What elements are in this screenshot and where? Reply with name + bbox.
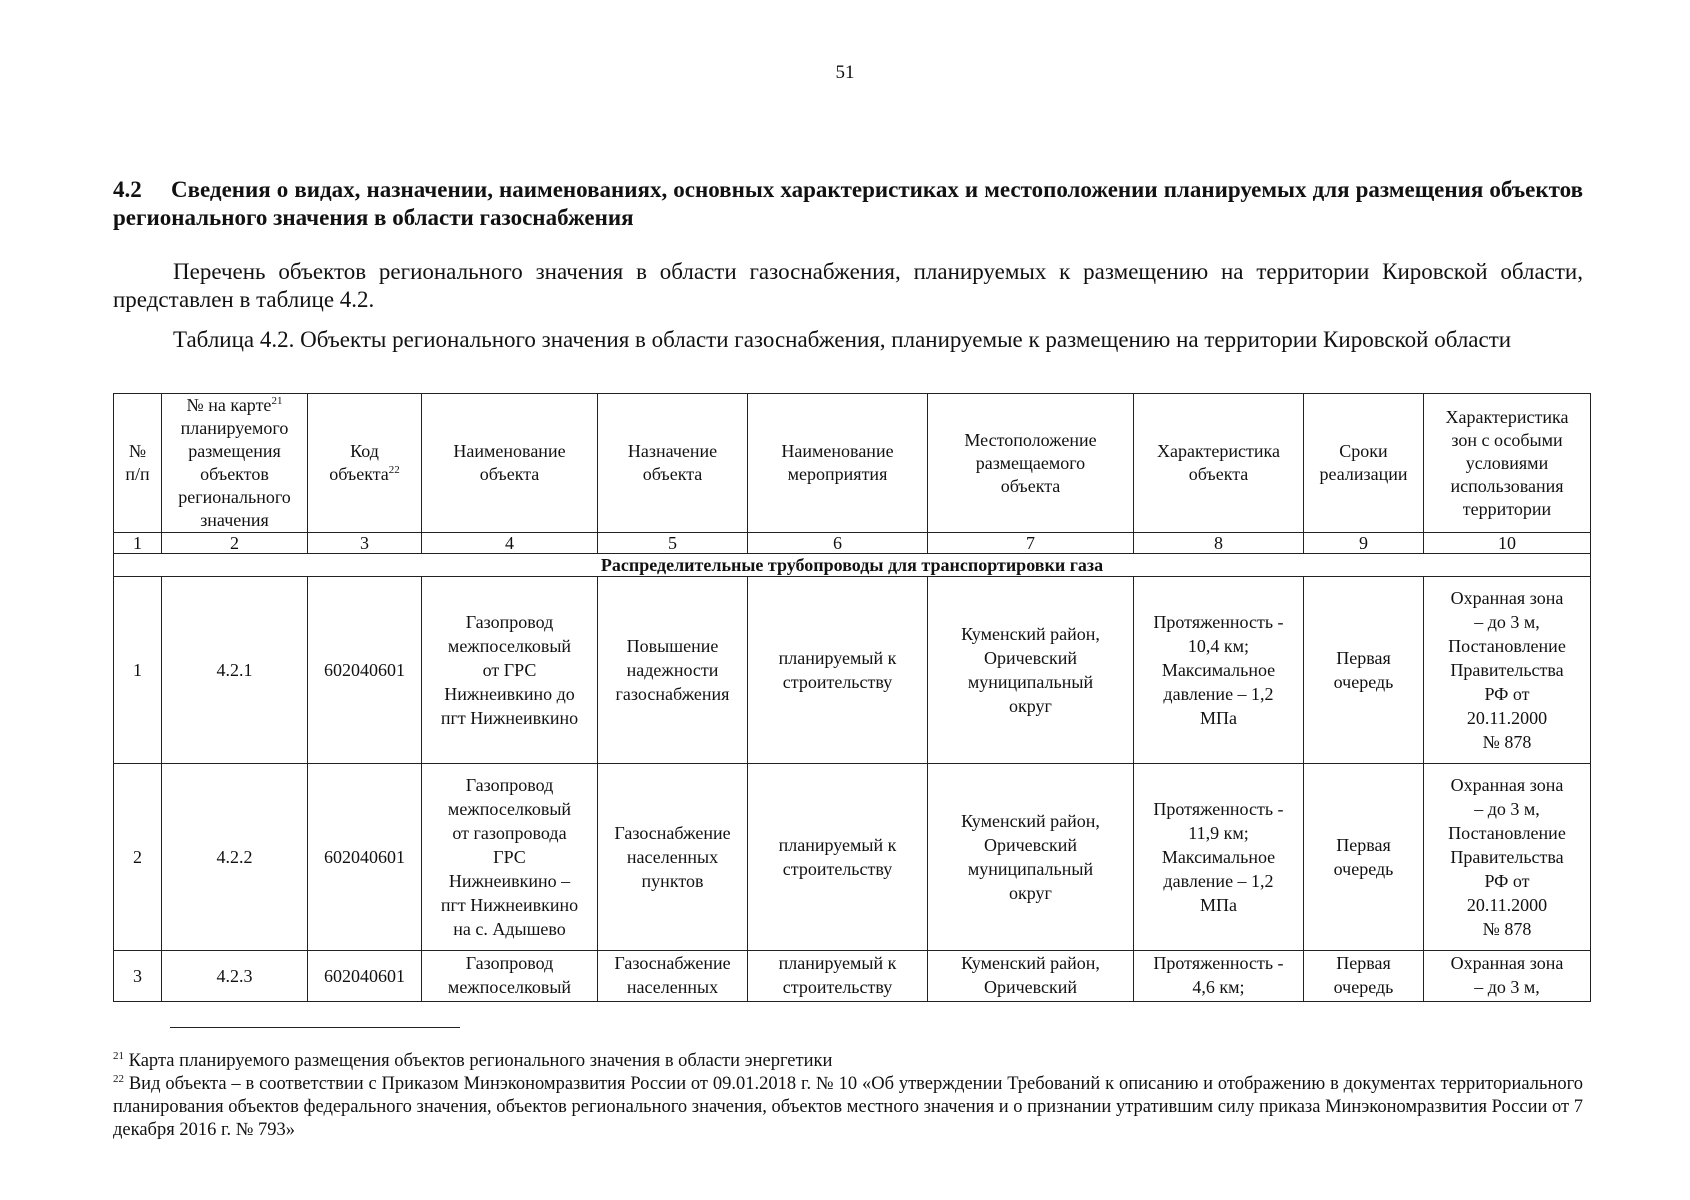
cell-measure-name: планируемый к строительству <box>748 764 928 951</box>
header-characteristic: Характеристика объекта <box>1134 394 1304 533</box>
cell-object-code: 602040601 <box>308 951 422 1002</box>
column-number: 9 <box>1304 533 1424 554</box>
cell-number: 3 <box>114 951 162 1002</box>
cell-zones: Охранная зона – до 3 м, Постановление Правительства РФ от 20.11.2000 № 878 <box>1424 577 1591 764</box>
column-number: 3 <box>308 533 422 554</box>
footnote <box>113 1050 1583 1073</box>
cell-object-code: 602040601 <box>308 764 422 951</box>
table-row <box>114 764 1591 951</box>
cell-measure-name: планируемый к строительству <box>748 951 928 1002</box>
group-title: Распределительные трубопроводы для транспортировки газа <box>114 554 1591 577</box>
footnotes <box>113 1050 1583 1142</box>
footnote-mark: 22 <box>113 1072 124 1085</box>
cell-map-number: 4.2.3 <box>162 951 308 1002</box>
cell-map-number: 4.2.1 <box>162 577 308 764</box>
cell-location: Куменский район, Оричевский муниципальный округ <box>928 577 1134 764</box>
cell-number: 2 <box>114 764 162 951</box>
cell-object-name: Газопровод межпоселковый от ГРС Нижнеивкино до пгт Нижнеивкино <box>422 577 598 764</box>
section-title: Сведения о видах, назначении, наименованиях, основных характеристиках и местоположении планируемых для размещения объектов регионального значения в области газоснабжения <box>113 177 1583 230</box>
cell-term: Первая очередь <box>1304 577 1424 764</box>
column-number: 10 <box>1424 533 1591 554</box>
cell-object-name: Газопровод межпоселковый от газопровода ГРС Нижнеивкино – пгт Нижнеивкино на с. Адышево <box>422 764 598 951</box>
cell-characteristic: Протяженность - 10,4 км; Максимальное давление – 1,2 МПа <box>1134 577 1304 764</box>
cell-map-number: 4.2.2 <box>162 764 308 951</box>
header-zones: Характеристика зон с особыми условиями использования территории <box>1424 394 1591 533</box>
header-location: Местоположение размещаемого объекта <box>928 394 1134 533</box>
cell-object-name: Газопровод межпоселковый <box>422 951 598 1002</box>
column-number-row <box>114 533 1591 554</box>
table-caption: Таблица 4.2. Объекты регионального значения в области газоснабжения, планируемые к размещению на территории Кировской области <box>173 327 1512 352</box>
header-map-number <box>162 394 308 533</box>
cell-object-code: 602040601 <box>308 577 422 764</box>
cell-characteristic: Протяженность - 4,6 км; <box>1134 951 1304 1002</box>
footnote-divider <box>170 1027 460 1028</box>
table-row <box>114 577 1591 764</box>
header-number: № п/п <box>114 394 162 533</box>
objects-table <box>113 393 1591 1002</box>
cell-zones: Охранная зона – до 3 м, Постановление Правительства РФ от 20.11.2000 № 878 <box>1424 764 1591 951</box>
header-object-code <box>308 394 422 533</box>
table-header-row <box>114 394 1591 533</box>
header-object-code-label: Код объекта <box>329 441 389 484</box>
cell-object-purpose: Повышение надежности газоснабжения <box>598 577 748 764</box>
cell-measure-name: планируемый к строительству <box>748 577 928 764</box>
page-number: 51 <box>835 62 855 83</box>
group-row <box>114 554 1591 577</box>
table-row <box>114 951 1591 1002</box>
column-number: 5 <box>598 533 748 554</box>
column-number: 1 <box>114 533 162 554</box>
column-number: 4 <box>422 533 598 554</box>
header-term: Сроки реализации <box>1304 394 1424 533</box>
header-measure-name: Наименование мероприятия <box>748 394 928 533</box>
section-heading <box>113 176 1583 232</box>
cell-object-purpose: Газоснабжение населенных пунктов <box>598 764 748 951</box>
footnote-text: Вид объекта – в соответствии с Приказом Минэкономразвития России от 09.01.2018 г. № 10 «Об утверждении Требований к описанию и отображению в документах территориального планирования объектов федерального значения, объектов регионального значения, объектов местного значения и о признании утратившим силу приказа Минэкономразвития России от 7 декабря 2016 г. № 793» <box>113 1074 1583 1140</box>
header-map-number-label: № на карте <box>186 395 272 415</box>
footnote <box>113 1073 1583 1142</box>
cell-number: 1 <box>114 577 162 764</box>
cell-location: Куменский район, Оричевский муниципальный округ <box>928 764 1134 951</box>
column-number: 2 <box>162 533 308 554</box>
footnote-ref-21: 21 <box>271 395 283 407</box>
cell-term: Первая очередь <box>1304 764 1424 951</box>
cell-term: Первая очередь <box>1304 951 1424 1002</box>
header-object-name: Наименование объекта <box>422 394 598 533</box>
column-number: 6 <box>748 533 928 554</box>
cell-object-purpose: Газоснабжение населенных <box>598 951 748 1002</box>
cell-location: Куменский район, Оричевский <box>928 951 1134 1002</box>
column-number: 8 <box>1134 533 1304 554</box>
intro-paragraph: Перечень объектов регионального значения в области газоснабжения, планируемых к размещению на территории Кировской области, представлен в таблице 4.2. <box>113 259 1583 312</box>
column-number: 7 <box>928 533 1134 554</box>
cell-characteristic: Протяженность - 11,9 км; Максимальное давление – 1,2 МПа <box>1134 764 1304 951</box>
footnote-ref-22: 22 <box>388 464 400 476</box>
footnote-text: Карта планируемого размещения объектов регионального значения в области энергетики <box>128 1051 833 1071</box>
cell-zones: Охранная зона – до 3 м, <box>1424 951 1591 1002</box>
footnote-mark: 21 <box>113 1049 124 1062</box>
section-number: 4.2 <box>113 177 142 202</box>
header-object-purpose: Назначение объекта <box>598 394 748 533</box>
header-map-number-rest: планируемого размещения объектов регионального значения <box>178 418 291 530</box>
